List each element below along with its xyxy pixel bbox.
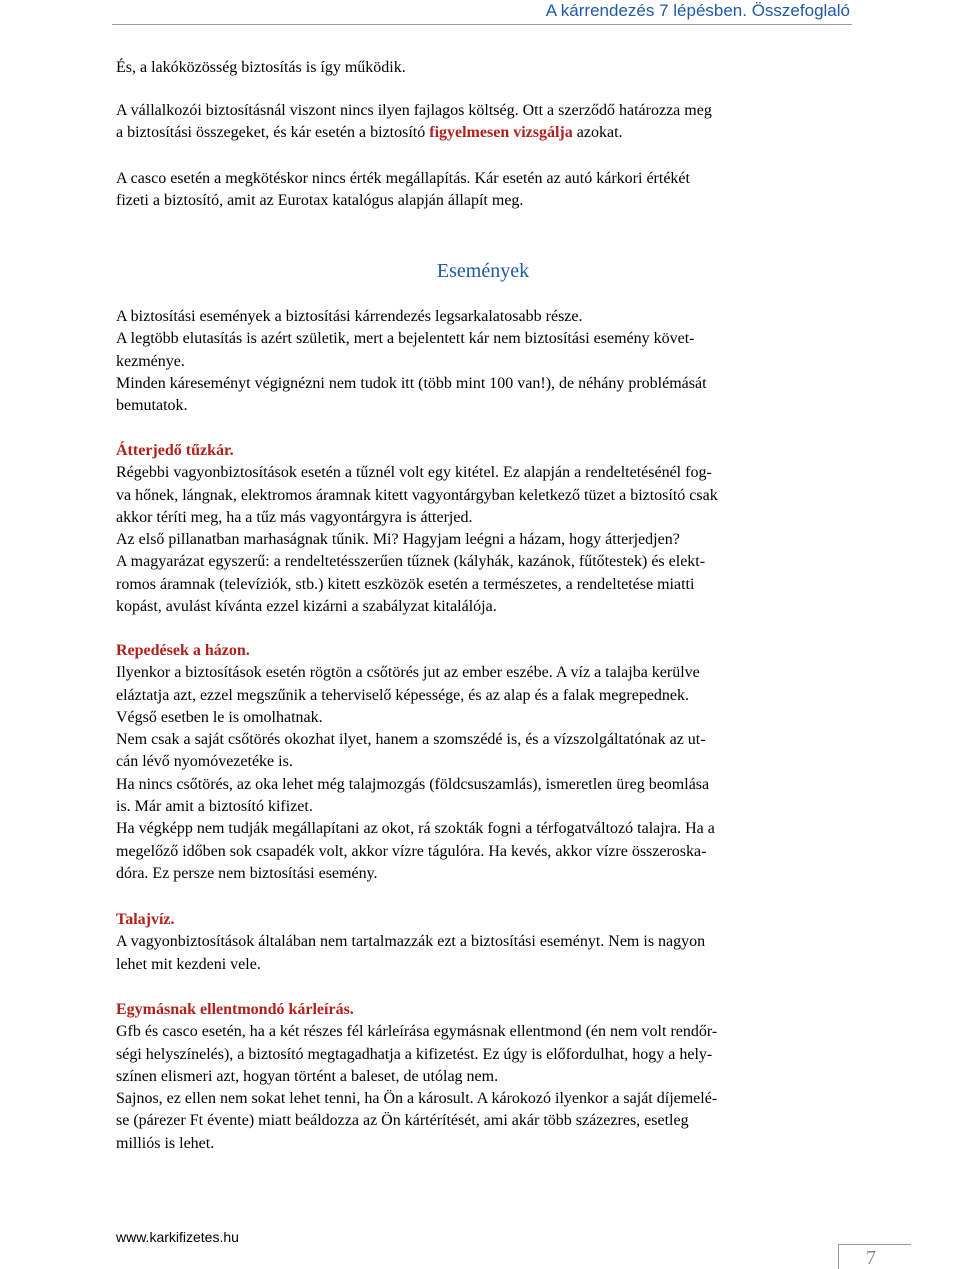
text-line: se (párezer Ft évente) miatt beáldozza az Ön kártérítését, ami akár több százezres, esetleg bbox=[116, 1112, 689, 1130]
text-line: kezménye. bbox=[116, 352, 185, 370]
text-line: megelőző időben sok csapadék volt, akkor vízre tágulóra. Ha kevés, akkor vízre összeroska- bbox=[116, 842, 707, 860]
text-line: kopást, avulást kívánta ezzel kizárni a szabályzat kitalálója. bbox=[116, 598, 497, 616]
text-run: a biztosítási összegeket, és kár esetén a biztosító bbox=[116, 124, 430, 142]
intro-paragraph-2 bbox=[116, 100, 850, 145]
footer-website: www.karkifizetes.hu bbox=[116, 1229, 239, 1245]
groundwater-section bbox=[116, 909, 850, 976]
text-line: ségi helyszínelés), a biztosító megtagadhatja a kifizetést. Ez úgy is előfordulhat, hogy a hely- bbox=[116, 1045, 713, 1063]
header-divider bbox=[112, 24, 852, 25]
text-line: is. Már amit a biztosító kifizet. bbox=[116, 798, 313, 816]
intro-paragraph-1 bbox=[116, 57, 850, 79]
text-line: bemutatok. bbox=[116, 397, 188, 415]
text-line: Végső esetben le is omolhatnak. bbox=[116, 708, 323, 726]
text-line: va hőnek, lángnak, elektromos áramnak kitett vagyontárgyban keletkező tüzet a biztosító csak bbox=[116, 486, 718, 504]
subsection-heading: Talajvíz. bbox=[116, 911, 175, 928]
text-line: Minden káreseményt végignézni nem tudok itt (több mint 100 van!), de néhány problémását bbox=[116, 374, 707, 392]
subsection-heading: Repedések a házon. bbox=[116, 642, 250, 659]
fire-section bbox=[116, 440, 850, 618]
intro-paragraph-3 bbox=[116, 168, 850, 213]
cracks-section bbox=[116, 640, 850, 885]
text-line: színen elismeri azt, hogyan történt a baleset, de utólag nem. bbox=[116, 1067, 499, 1085]
contradict-section bbox=[116, 999, 850, 1155]
page-number: 7 bbox=[866, 1247, 876, 1269]
text-line: Nem csak a saját csőtörés okozhat ilyet, hanem a szomszédé is, és a vízszolgáltatónak az ut- bbox=[116, 731, 706, 749]
text-line: És, a lakóközösség biztosítás is így működik. bbox=[116, 59, 406, 76]
text-line: eláztatja azt, ezzel megszűnik a teherviselő képessége, és az alap és a falak megrepednek. bbox=[116, 686, 690, 704]
text-line: Ha nincs csőtörés, az oka lehet még talajmozgás (földcsuszamlás), ismeretlen üreg beomlása bbox=[116, 775, 710, 793]
text-line: dóra. Ez persze nem biztosítási esemény. bbox=[116, 864, 378, 882]
text-line: akkor téríti meg, ha a tűz más vagyontárgyra is átterjed. bbox=[116, 508, 473, 526]
events-paragraph bbox=[116, 306, 850, 417]
running-header-title: A kárrendezés 7 lépésben. Összefoglaló bbox=[545, 1, 850, 20]
text-line: cán lévő nyomóvezetéke is. bbox=[116, 753, 293, 771]
text-line: Régebbi vagyonbiztosítások esetén a tűznél volt egy kitétel. Ez alapján a rendeltetésénél fog- bbox=[116, 464, 712, 482]
text-line: Ha végképp nem tudják megállapítani az okot, rá szokták fogni a térfogatváltozó talajra. Ha a bbox=[116, 820, 715, 838]
text-line: Sajnos, ez ellen nem sokat lehet tenni, ha Ön a károsult. A károkozó ilyenkor a saját díjemelé- bbox=[116, 1090, 718, 1108]
text-line: lehet mit kezdeni vele. bbox=[116, 955, 261, 973]
text-line: A biztosítási események a biztosítási kárrendezés legsarkalatosabb része. bbox=[116, 308, 583, 325]
text-line: Ilyenkor a biztosítások esetén rögtön a csőtörés jut az ember eszébe. A víz a talajba kerülve bbox=[116, 664, 700, 682]
text-line: milliós is lehet. bbox=[116, 1134, 215, 1152]
text-line: Gfb és casco esetén, ha a két részes fél kárleírása egymásnak ellentmond (én nem volt rendőr- bbox=[116, 1023, 718, 1041]
text-run: azokat. bbox=[572, 124, 623, 142]
text-line: romos áramnak (televíziók, stb.) kitett eszközök esetén a természetes, a rendeltetése miatti bbox=[116, 575, 695, 593]
text-line: A magyarázat egyszerű: a rendeltetésszerűen tűznek (kályhák, kazánok, fűtőtestek) és elekt- bbox=[116, 553, 706, 571]
section-heading: Események bbox=[436, 260, 530, 282]
subsection-heading: Átterjedő tűzkár. bbox=[116, 442, 234, 459]
text-line: Az első pillanatban marhaságnak tűnik. Mi? Hagyjam leégni a házam, hogy átterjedjen? bbox=[116, 531, 680, 549]
text-line: A vagyonbiztosítások általában nem tartalmazzák ezt a biztosítási eseményt. Nem is nagyon bbox=[116, 933, 706, 951]
highlighted-phrase: figyelmesen vizsgálja bbox=[429, 124, 573, 142]
text-line: A vállalkozói biztosításnál viszont nincs ilyen fajlagos költség. Ott a szerződő határozza meg bbox=[116, 102, 712, 119]
text-line: A casco esetén a megkötéskor nincs érték megállapítás. Kár esetén az autó kárkori értékét bbox=[116, 170, 690, 187]
text-line: fizeti a biztosító, amit az Eurotax katalógus alapján állapít meg. bbox=[116, 192, 524, 210]
subsection-heading: Egymásnak ellentmondó kárleírás. bbox=[116, 1001, 354, 1018]
text-line: A legtöbb elutasítás is azért születik, mert a bejelentett kár nem biztosítási esemény követ- bbox=[116, 330, 695, 348]
text-line bbox=[116, 122, 850, 144]
